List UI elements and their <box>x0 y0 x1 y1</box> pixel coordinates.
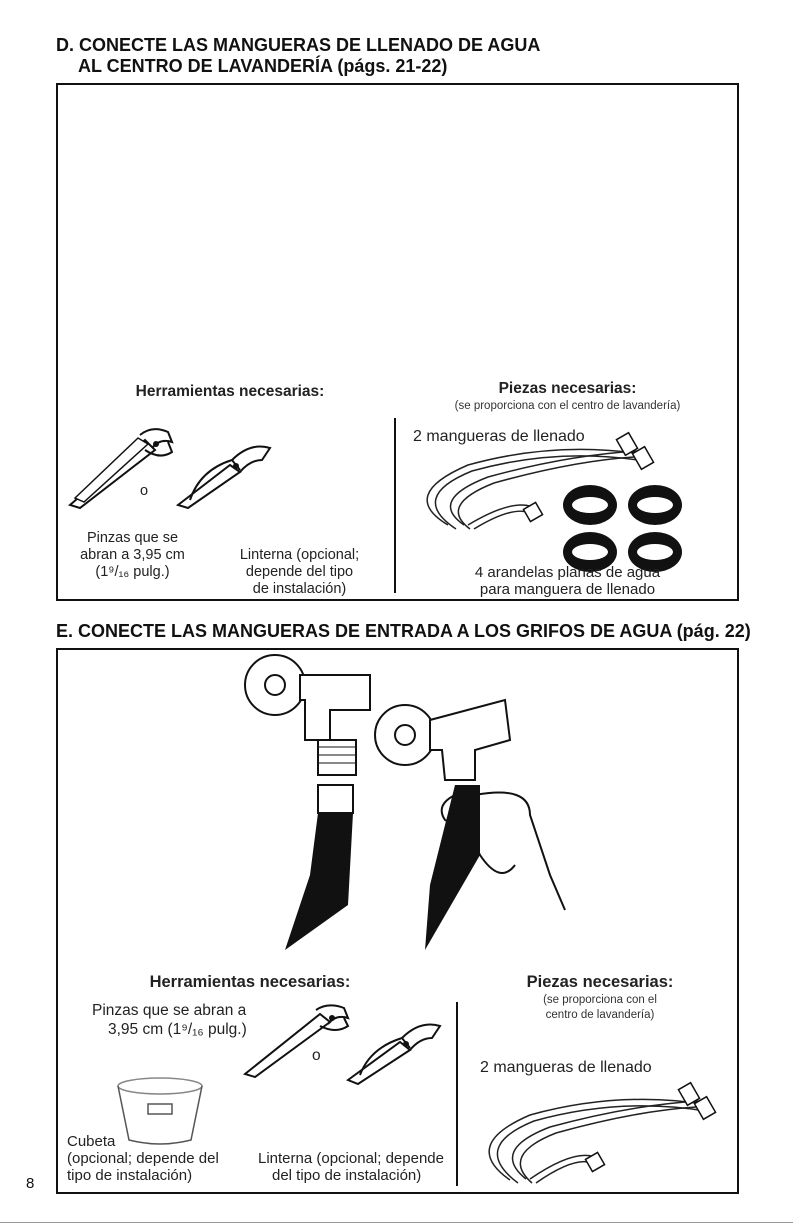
section-d-heading-line1: D. CONECTE LAS MANGUERAS DE LLENADO DE AGUA <box>56 35 541 55</box>
section-e-bucket-line1: Cubeta <box>67 1133 116 1150</box>
section-d-tools-title: Herramientas necesarias: <box>135 383 325 400</box>
section-d-parts-title: Piezas necesarias: <box>498 380 637 397</box>
section-d-hoses-label: 2 mangueras de llenado <box>413 428 585 445</box>
page-number: 8 <box>26 1175 35 1192</box>
section-d-washers-line2: para manguera de llenado <box>479 581 656 598</box>
section-d-washers-line1: 4 arandelas planas de agua <box>474 564 661 581</box>
section-e-bucket-line3: tipo de instalación) <box>67 1167 193 1184</box>
section-d-or: o <box>140 483 149 499</box>
section-e-flashlight-line1: Linterna (opcional; depende <box>258 1150 444 1167</box>
section-e-flashlight-line2: del tipo de instalación) <box>272 1167 422 1184</box>
section-e-or: o <box>312 1047 321 1064</box>
section-e-heading: E. CONECTE LAS MANGUERAS DE ENTRADA A LOS GRIFOS DE AGUA (pág. 22) <box>56 621 751 641</box>
section-d-divider <box>394 418 396 593</box>
section-d-parts-subtitle: (se proporciona con el centro de lavandería) <box>454 400 681 412</box>
section-e-hoses-label: 2 mangueras de llenado <box>480 1059 652 1076</box>
section-d-flashlight-line3: de instalación) <box>252 581 347 597</box>
section-e-parts-title: Piezas necesarias: <box>526 973 674 991</box>
fill-hoses-icon <box>470 1075 725 1185</box>
section-e-tools-title: Herramientas necesarias: <box>149 973 351 991</box>
section-e-divider <box>456 1002 458 1186</box>
section-d-pliers-line3: (1⁹/₁₆ pulg.) <box>95 564 170 580</box>
section-d-flashlight-line2: depende del tipo <box>245 564 354 580</box>
section-d-flashlight-line1: Linterna (opcional; <box>239 547 360 563</box>
bottom-rule <box>0 1222 793 1223</box>
section-e-parts-sub1: (se proporciona con el <box>543 994 657 1006</box>
section-d-pliers-line1: Pinzas que se <box>86 530 179 546</box>
section-e-parts-sub2: centro de lavandería) <box>545 1009 655 1021</box>
pliers-icon <box>340 1010 450 1085</box>
section-d-heading-line2: AL CENTRO DE LAVANDERÍA (págs. 21-22) <box>78 56 448 76</box>
pliers-icon <box>170 430 280 510</box>
faucets-hoses-illustration <box>230 655 580 955</box>
section-e-pliers-line1: Pinzas que se abran a <box>92 1002 247 1019</box>
section-d-pliers-line2: abran a 3,95 cm <box>80 547 185 563</box>
bucket-icon <box>115 1076 205 1146</box>
section-e-pliers-line2: 3,95 cm (1⁹/₁₆ pulg.) <box>108 1021 247 1038</box>
section-e-bucket-line2: (opcional; depende del <box>67 1150 219 1167</box>
